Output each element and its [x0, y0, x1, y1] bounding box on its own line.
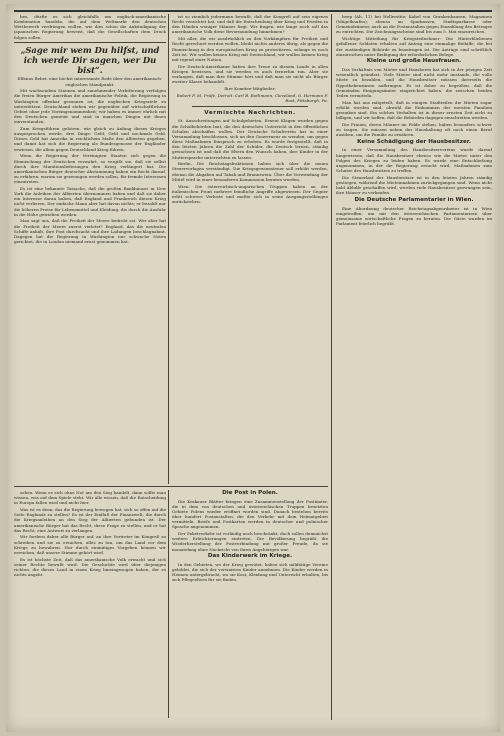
column-a — [14, 14, 166, 484]
article-paragraph: Der Paketverkehr ist vorläufig noch beschränkt, doch sollen demnächst weitere Erleichterungen eintreten. Die Bevölkerung begrüßt die Wiederherstellung der Postverbindung mit großer Freude, da sie monatelang ohne Nachricht von ihren Angehörigen war. — [172, 531, 328, 552]
section-heading: Die Post in Polen. — [222, 490, 278, 496]
signature-label: Ihre Komitee-Mitglieder: — [224, 85, 276, 91]
article-paragraph: Mit wachsendem Staunen und zunehmender Verbitterung verfolgen die freien Bürger Amerikas die amerikanische Politik, die Regierung in Washington offenbar gesonnen ist, die englischen Kriegsziele zu unterstützen. Deutschland stehen wir gegenüber auf wirtschaftlichem Gebiet ohne jede Voreingenommenheit; wir haben es immer ehrlich mit den Deutschen gemeint und sind in manchen Dingen mit ihnen einverstanden. — [14, 88, 166, 125]
column-b — [172, 14, 328, 484]
section-heading: Keine Schädigung der Hausbesitzer. — [357, 138, 471, 145]
article-subhead: Elfenus Bebst: eine höchst interessante Rede über den amerikanisch-englischen Standpunkt. — [17, 76, 163, 87]
article-paragraph: Was ist es denn, das die Regierung bewogen hat, sich so offen auf die Seite Englands zu stellen? Es ist der Einfluß der Finanzwelt, die durch die Kriegsanleihen an den Sieg der Alliierten gebunden ist. Der amerikanische Bürger hat das Recht, diese Frage zu stellen, und er hat das Recht, eine Antwort zu verlangen. — [14, 507, 166, 533]
column-rule — [168, 14, 169, 484]
column-e — [172, 490, 328, 718]
article-paragraph: Das Verhältnis von Mieter und Hausherrn hat sich in der jetzigen Zeit wesentlich geändert. Viele Mieter sind nicht mehr imstande, die volle Miete zu bezahlen, und die Hausbesitzer müssen ihrerseits die Hypothekenzinsen aufbringen. Es ist daher zu begrüßen, daß die Gemeinden Einigungsämter eingerichtet haben, die zwischen beiden Teilen vermitteln. — [336, 67, 492, 98]
divider — [14, 42, 166, 43]
article-paragraph: ist so ziemlich jedermann bewußt, daß der Kongreß auf sein eigenes Recht verzichtet hat, und daß die Entscheidung über Krieg und Frieden in den Händen weniger Männer liegt. Wir fragen: wie lange noch soll das amerikanische Volk diese Bevormundung hinnehmen? — [172, 14, 328, 35]
column-d — [14, 490, 166, 718]
article-paragraph: Es ist eine bekannte Tatsache, daß die großen Bankhäuser in New York die Anleihen der Alliierten übernommen haben und daß sie daher ein Interesse daran haben, daß England und Frankreich diesen Krieg nicht verlieren. Der einfache Mann aber hat davon nichts; er bezahlt nur die höheren Preise für Lebensmittel und Kleidung, die durch die Ausfuhr in die Höhe getrieben werden. — [14, 185, 166, 217]
article-paragraph: Man hat uns mitgeteilt, daß in einigen Stadtteilen die Mieten sogar erhöht worden sind, obwohl die Einkommen der meisten Familien gesunken sind. Ein solches Verhalten ist in dieser ernsten Zeit nicht zu billigen, und wir hoffen, daß die Behörden dagegen einschreiten werden. — [336, 99, 492, 121]
article-paragraph: Die Deutsch-Amerikaner haben ihre Treue zu diesem Lande in allen Kriegen bewiesen, und sie werden es auch fernerhin tun. Aber sie verlangen, daß man ihre Stimme hört und daß man sie nicht als Bürger zweiter Klasse behandelt. — [172, 63, 328, 85]
article-paragraph: Zum Kriegsführen gehören, wie gleich zu Anfang dieses Krieges ausgesprochen wurde, drei Dinge: Geld, Geld und nochmals Geld. Dieses Geld hat Amerika in reichlichem Maße den Alliierten gegeben, und damit hat sich die Regierung als Bundesgenosse der Engländer erwiesen, die allein gegen Deutschland Krieg führen. — [14, 125, 166, 152]
article-paragraph: Die Krakauer Blätter bringen eine Zusammenstellung der Postämter, die in dem von deutschen und österreichischen Truppen besetzten Gebiete Polens wieder eröffnet worden sind. Danach bestehen bereits über hundert Postanstalten, die den Verkehr mit dem Heimatgebiet vermitteln. Briefe und Postkarten werden in deutscher und polnischer Sprache angenommen. — [172, 498, 328, 530]
section-title: Vermischte Nachrichten. — [204, 109, 296, 116]
fold-rule — [14, 486, 328, 487]
article-paragraph: Mit aller, die wir ausdrücklich zu den Vorkämpfern für Freiheit und Recht gerechnet werden wollen, bleibt nichts anderes übrig, als gegen die Einmischung in den europäischen Krieg zu protestieren, solange es noch Zeit ist. Wir wollen keinen Krieg mit Deutschland, wir wollen keinen Krieg mit irgend einer Nation. — [172, 36, 328, 62]
section-heading: Das Kinderwerk im Kriege. — [207, 553, 293, 560]
article-paragraph: In den Gebieten, wo der Krieg gewütet, haben sich mildtätige Vereine gebildet, die sich der verwaisten Kinder annehmen. Die Kinder werden in Heimen untergebracht, wo sie Kost, Kleidung und Unterricht erhalten, bis sich Pflegeeltern für sie finden. — [172, 561, 328, 583]
article-paragraph: In einer Versammlung des Hausbesitzervereins wurde darauf hingewiesen, daß die Hausbesitzer ebenso wie die Mieter unter den Folgen des Krieges zu leiden haben. Es wurde eine Entschließung angenommen, in der die Regierung ersucht wird, Maßnahmen zum Schutze des Hausbesitzes zu treffen. — [336, 147, 492, 174]
section-heading: Kleine und große Hausfrauen. — [366, 58, 462, 65]
top-rule — [14, 10, 492, 12]
news-item: Wien. Die österreichisch-ungarischen Truppen haben an der italienischen Front mehrere feindliche Angriffe abgewiesen. Der Gegner erlitt schwere Verluste und mußte sich in seine Ausgangsstellungen zurückziehen. — [172, 183, 328, 204]
column-rule — [331, 14, 332, 720]
article-paragraph: Die Frauen, deren Männer im Felde stehen, haben besonders schwer zu tragen. Sie müssen neben der Haushaltung oft noch einen Beruf ausüben, um die Familie zu ernähren. — [336, 121, 492, 138]
article-paragraph: beep (Ab. 11) bei Hollerstitz; Kabel von Grankenhausen, Magazinen (Mügelhaufen), ebenso an Sparkassen, Stadtsparkasse oder Gemeindeämter, auch an die Postanstalten gegen Einzahlung des Betrages zu entrichten. Die Zeichnungsscheine sind bis zum 5. Mai einzureichen. — [336, 14, 492, 35]
newspaper-page — [6, 4, 500, 732]
article-paragraph: Man sagt uns, daß die Freiheit der Meere bedroht sei. Wer aber hat die Freiheit der Meere zuerst verletzt? England, das die neutralen Schiffe anhält, ihre Post durchsucht und ihre Ladungen beschlagnahmt. Dagegen hat die Regierung in Washington nur schwache Noten gerichtet, die in London niemand ernst genommen hat. — [14, 218, 166, 245]
column-c — [336, 14, 492, 720]
article-paragraph: Es ist höchste Zeit, daß das amerikanische Volk erwacht und sich seiner Rechte bewußt wird. Die Geschichte wird über diejenigen richten, die dieses Land in einen Krieg hineingezogen haben, der es nichts angeht. — [14, 556, 166, 578]
article-paragraph: Wichtige Mitteilung für Kriegsteilnehmer: Die Hinterbliebenen gefallener Soldaten erhalten auf Antrag eine einmalige Beihilfe, die bei der zuständigen Behörde zu beantragen ist. Die Anträge sind schriftlich einzureichen unter Beifügung der erforderlichen Belege. — [336, 36, 492, 57]
article-paragraph: Wenn die Regierung der Vereinigten Staaten sich gegen die Einmischung der Deutschen verwahrt, so vergißt sie, daß sie selbst durch ihre Munitionslieferungen den Krieg verlängert hat. Die amerikanischen Bürger deutscher Abstammung haben ein Recht darauf, zu erfahren, warum sie gezwungen werden sollen, für fremde Interessen einzutreten. — [14, 153, 166, 185]
news-item: St. Ausschreitungen auf Schulgebieten. Erneut Klagen wurden gegen die Schulbehörden laut, die den deutschen Unterricht in den öffentlichen Schulen abschaffen wollen. Der Deutsche Schulverein hat in einer Versammlung beschlossen, sich an den Gouverneur zu wenden, um gegen diese Maßnahmen Einspruch zu erheben. Es wurde festgestellt, daß in den letzten Jahren die Zahl der Schüler, die Deutsch lernen, ständig gewachsen ist und daß die Eltern den Wunsch haben, ihre Kinder in der Muttersprache unterrichten zu lassen. — [172, 118, 328, 160]
column-rule — [168, 490, 169, 718]
article-paragraph: Eine Abordnung deutscher Reichstagsabgeordneter ist in Wien eingetroffen, um mit den österreichischen Parlamentariern über gemeinsame wirtschaftliche Fragen zu beraten. Die Gäste wurden im Parlament feierlich begrüßt. — [336, 205, 492, 227]
article-headline: „Sage mir wem Du hilfst, und ich werde Dir sagen, wer Du bist“. — [20, 44, 160, 75]
section-heading: Die Deutsche Parlamentarier in Wien. — [354, 197, 474, 204]
divider — [192, 106, 308, 107]
article-paragraph: sehen. Wenn es sich ohne Not um den Sieg handelt, dann sollte man wissen, was auf dem Spiele steht. Wir alle wissen, daß die Entscheidung in Europa fallen wird und nicht hier. — [14, 490, 166, 506]
article-paragraph: Wir fordern daher alle Bürger auf, an ihre Vertreter im Kongreß zu schreiben und sie zu ersuchen, alles zu tun, um das Land vor dem Kriege zu bewahren. Nur durch einmütiges Vorgehen können wir erreichen, daß unsere Stimme gehört wird. — [14, 534, 166, 555]
news-item: Berlin. Die Reichstagsfraktionen haben sich über die neuen Steuervorlagen verständigt. Die Kriegsgewinnsteuer soll erhöht werden, ebenso die Abgaben auf Tabak und Branntwein. Über die Verwendung der Mittel wird in einer besonderen Kommission beraten werden. — [172, 161, 328, 182]
article-paragraph: Die Steuerlast der Hausbesitzer ist in den letzten Jahren ständig gestiegen, während die Mieteinnahmen zurückgegangen sind. Wenn nicht bald Abhilfe geschaffen wird, werden viele Hausbesitzer gezwungen sein, ihre Häuser zu verkaufen. — [336, 174, 492, 196]
intro-paragraph: bes, dürfte es sich gleichfalls um englisch-amerikanische Kombination handeln, die auf dem Weltmarkt den deutschen Wettbewerb verdrängen wollen, wie dies schon die Ankündigung der japanischen Regierung beweist, daß die Gesellschaften dem Druck folgen sollen. — [14, 14, 166, 40]
signature-names: Robert F. M. Prüfe, Detroit. Carl B. Rothmann, Cleveland, O. Hermann F. Rost, Pittsburgh, Pa. — [176, 92, 328, 103]
